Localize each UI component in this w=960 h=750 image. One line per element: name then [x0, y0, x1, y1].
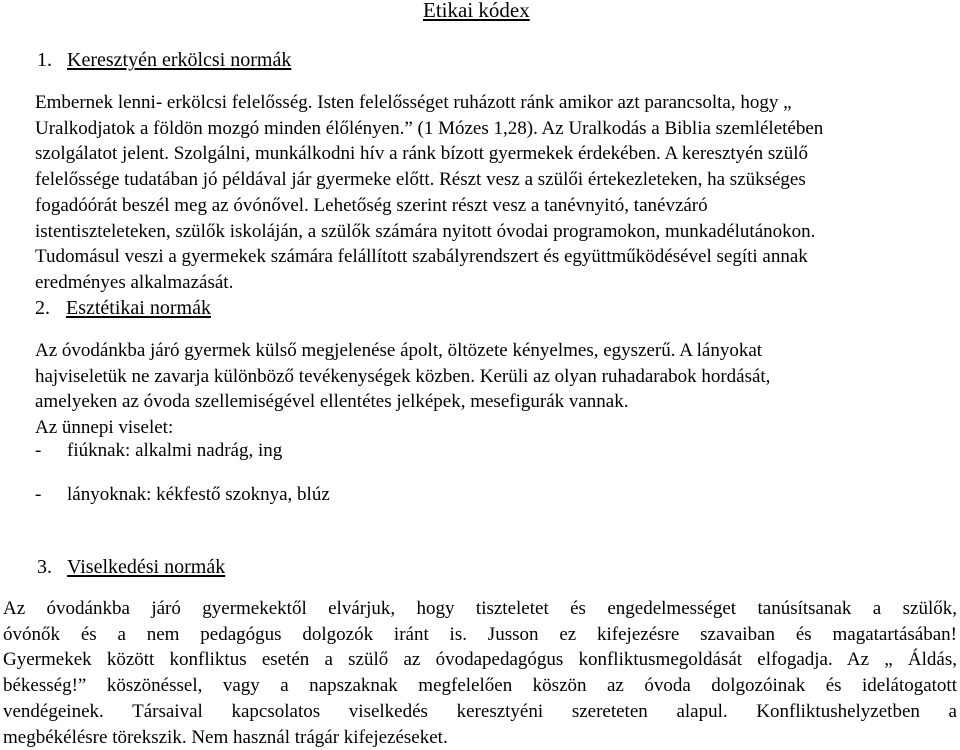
list-marker: - [35, 440, 42, 461]
section-title: Esztétikai normák [66, 297, 211, 319]
paragraph-line: felelőssége tudatában jó példával jár gyermeke előtt. Részt vesz a szülői értekezleteken, ha szükséges [35, 169, 806, 191]
section-heading-1 [37, 48, 291, 72]
section-heading-2 [35, 296, 211, 320]
list-item [35, 438, 282, 464]
document-title: Etikai kódex [423, 0, 530, 22]
list-item-text: lányoknak: kékfestő szoknya, blúz [67, 484, 330, 505]
paragraph-line: hajviseletük ne zavarja különböző tevékenységek közben. Kerüli az olyan ruhadarabok hordását, [35, 365, 771, 387]
paragraph-line: eredményes alkalmazását. [35, 271, 234, 293]
paragraph-line: Az óvodánkba járó gyermek külső megjelenése ápolt, öltözete kényelmes, egyszerű. A lányokat [35, 340, 763, 361]
paragraph-line: amelyeken az óvoda szellemiségével ellentétes jelképek, mesefigurák vannak. [35, 391, 629, 413]
section-title: Keresztyén erkölcsi normák [67, 49, 292, 71]
paragraph-line: istentiszteleteken, szülők iskoláján, a szülők számára nyitott óvodai programokon, munkadélutánokon. [35, 220, 816, 242]
paragraph-line: Az ünnepi viselet: [35, 417, 174, 439]
list-item-text: fiúknak: alkalmi nadrág, ing [67, 440, 283, 461]
section-number: 2. [35, 297, 50, 319]
paragraph-line: vendégeinek. Társaival kapcsolatos viselkedés keresztyéni szereteten alapul. Konfliktushelyzetben a [3, 700, 957, 722]
section-3-paragraph [3, 596, 957, 750]
section-number: 3. [37, 556, 52, 578]
paragraph-line: Uralkodjatok a földön mozgó minden élőlényen.” (1 Mózes 1,28). Az Uralkodás a Biblia szemléletében [35, 117, 824, 139]
paragraph-line: szolgálatot jelent. Szolgálni, munkálkodni hív a ránk bízott gyermekek érdekében. A keresztyén szülő [35, 143, 808, 165]
section-heading-3 [37, 555, 225, 579]
list-marker: - [35, 484, 42, 505]
section-title: Viselkedési normák [67, 556, 226, 578]
paragraph-line: óvónők és a nem pedagógus dolgozók iránt is. Jusson ez kifejezésre szavaiban és magatartásában! [3, 623, 957, 645]
paragraph-line: Az óvodánkba járó gyermekektől elvárjuk, hogy tiszteletet és engedelmességet tanúsítsanak a szülők, [3, 598, 957, 619]
paragraph-line: megbékélésre törekszik. Nem használ trágár kifejezéseket. [3, 726, 448, 748]
section-1-paragraph [35, 90, 935, 296]
paragraph-line: Gyermekek között konfliktus esetén a szülő az óvodapedagógus konfliktusmegoldását elfogadja. Az „ Áldás, [3, 649, 957, 671]
paragraph-line: békesség!” köszönéssel, vagy a napszaknak megfelelően köszön az óvoda dolgozóinak és idelátogatott [3, 675, 957, 697]
paragraph-line: Embernek lenni- erkölcsi felelősség. Isten felelősséget ruházott ránk amikor azt parancsolta, hogy „ [35, 92, 792, 113]
section-number: 1. [37, 49, 52, 71]
paragraph-line: fogadóórát beszél meg az óvónővel. Lehetőség szerint részt vesz a tanévnyitó, tanévzáró [35, 194, 708, 216]
list-item [35, 482, 330, 508]
paragraph-line: Tudomásul veszi a gyermekek számára felállított szabályrendszert és együttműködésével segíti annak [35, 246, 808, 268]
section-2-paragraph [35, 338, 935, 441]
